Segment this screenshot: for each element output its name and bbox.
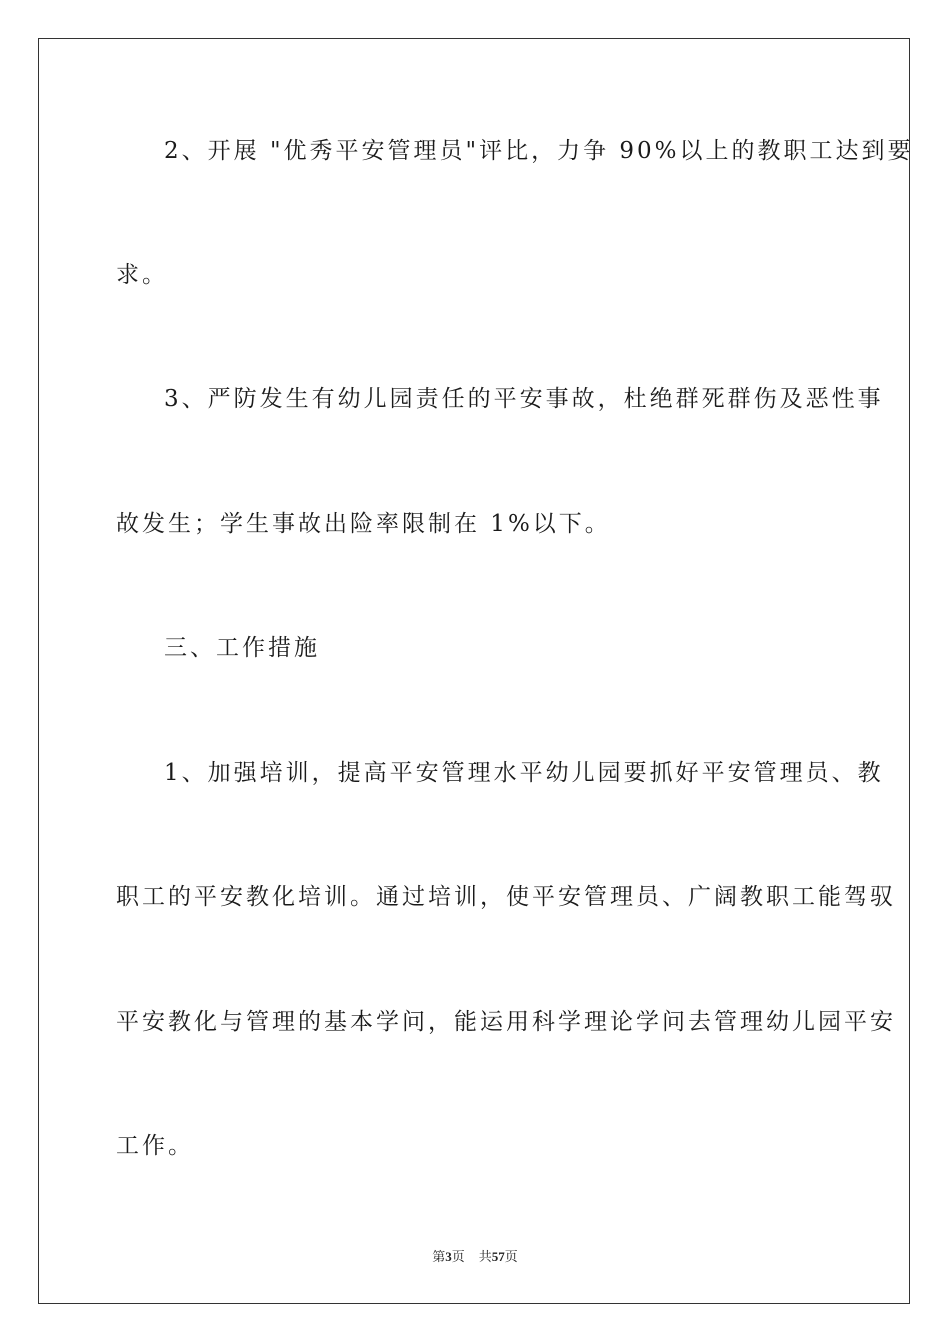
footer-total-prefix: 共: [478, 1249, 492, 1264]
page-border: [38, 38, 914, 1304]
page-footer: [0, 1248, 950, 1266]
paragraph-line: 工作。: [116, 1133, 194, 1159]
paragraph-line: 平安教化与管理的基本学问，能运用科学理论学问去管理幼儿园平安: [116, 1009, 896, 1035]
paragraph-line: 职工的平安教化培训。通过培训，使平安管理员、广阔教职工能驾驭: [116, 884, 896, 910]
paragraph-line: 1、加强培训，提高平安管理水平幼儿园要抓好平安管理员、教: [164, 760, 884, 786]
paragraph-line: 3、严防发生有幼儿园责任的平安事故，杜绝群死群伤及恶性事: [164, 386, 884, 412]
footer-page-number: 3: [445, 1249, 452, 1264]
paragraph-line: 2、开展 "优秀平安管理员"评比，力争 90%以上的教职工达到要: [164, 138, 914, 164]
footer-total-suffix: 页: [504, 1249, 518, 1264]
section-heading: 三、工作措施: [164, 635, 320, 661]
paragraph-line: 求。: [116, 262, 168, 288]
paragraph-line: 故发生；学生事故出险率限制在 1%以下。: [116, 511, 611, 537]
footer-page-suffix: 页: [451, 1249, 465, 1264]
footer-page-prefix: 第: [432, 1249, 446, 1264]
footer-total-pages: 57: [491, 1249, 505, 1264]
